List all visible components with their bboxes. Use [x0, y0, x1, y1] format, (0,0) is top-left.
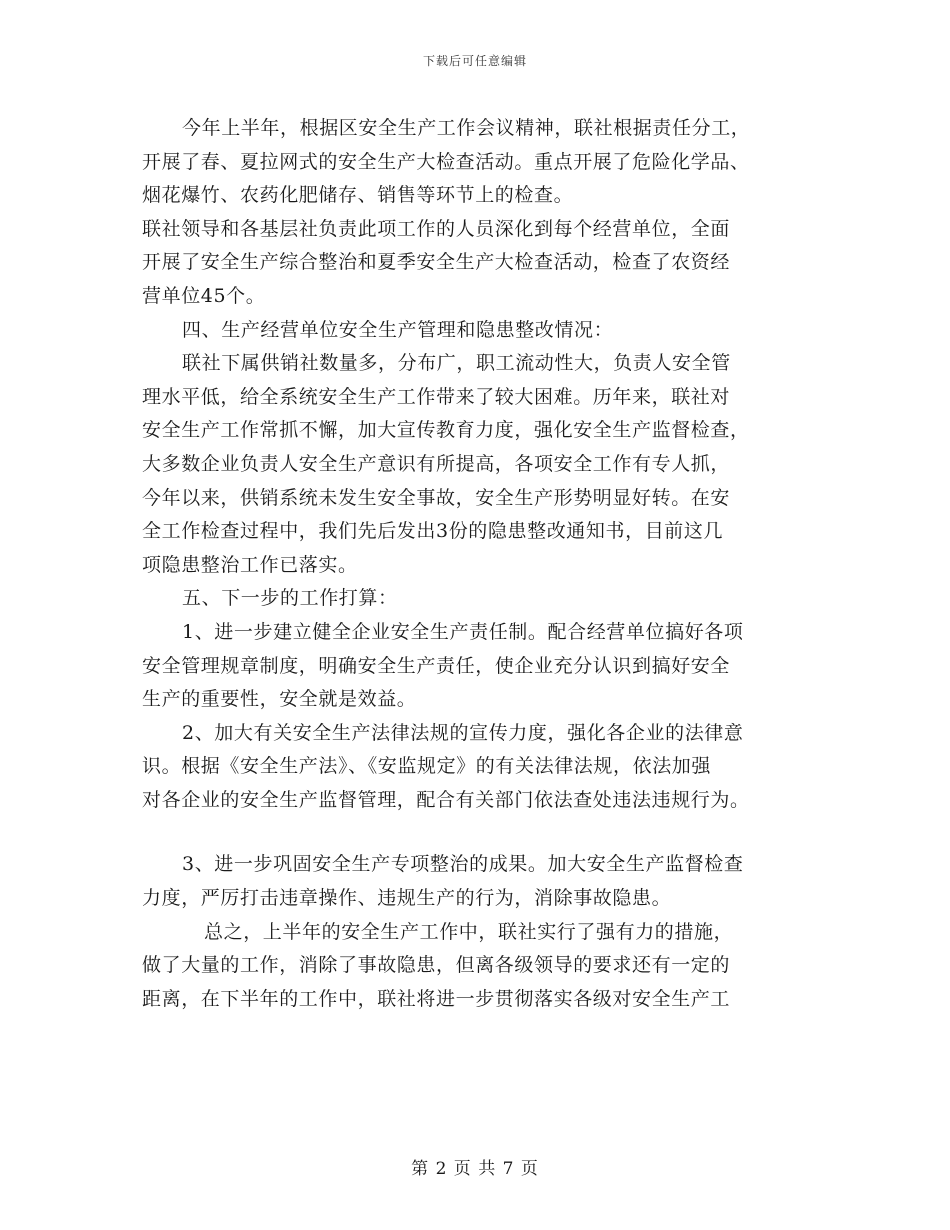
- body-line: 安全生产工作常抓不懈，加大宣传教育力度，强化安全生产监督检查，: [142, 419, 750, 442]
- body-line: 2、加大有关安全生产法律法规的宣传力度，强化各企业的法律意: [182, 721, 744, 744]
- body-line: 做了大量的工作，消除了事故隐患，但离各级领导的要求还有一定的: [142, 954, 731, 977]
- body-line: 生产的重要性，安全就是效益。: [142, 688, 417, 711]
- body-line: 1、进一步建立健全企业安全生产责任制。配合经营单位搞好各项: [182, 620, 744, 643]
- page-number: 第 2 页 共 7 页: [411, 1159, 539, 1179]
- body-line: 力度，严厉打击违章操作、违规生产的行为，消除事故隐患。: [142, 887, 672, 910]
- section-heading: 四、生产经营单位安全生产管理和隐患整改情况：: [182, 318, 614, 341]
- body-line: 烟花爆竹、农药化肥储存、销售等环节上的检查。: [142, 184, 574, 207]
- body-line: 识。根据《安全生产法》、《安监规定》的有关法律法规，依法加强: [142, 755, 712, 778]
- section-heading: 五、下一步的工作打算：: [182, 587, 398, 610]
- body-line: 理水平低，给全系统安全生产工作带来了较大困难。历年来，联社对: [142, 385, 731, 408]
- body-line: 对各企业的安全生产监督管理，配合有关部门依法查处违法违规行为。: [142, 788, 750, 811]
- page-header: 下载后可任意编辑: [422, 54, 527, 68]
- body-line: 全工作检查过程中，我们先后发出3份的隐患整改通知书，目前这几: [142, 520, 724, 543]
- body-line: 项隐患整治工作已落实。: [142, 553, 358, 576]
- body-line: 安全管理规章制度，明确安全生产责任，使企业充分认识到搞好安全: [142, 654, 731, 677]
- body-line: 开展了安全生产综合整治和夏季安全生产大检查活动，检查了农资经: [142, 251, 731, 274]
- body-line: 联社领导和各基层社负责此项工作的人员深化到每个经营单位，全面: [142, 217, 731, 240]
- body-line: 联社下属供销社数量多，分布广，职工流动性大，负责人安全管: [182, 352, 731, 375]
- paragraph-gap: [142, 817, 810, 848]
- body-line: 营单位45个。: [142, 284, 266, 307]
- body-line: 大多数企业负责人安全生产意识有所提高，各项安全工作有专人抓，: [142, 452, 731, 475]
- body-line: 距离，在下半年的工作中，联社将进一步贯彻落实各级对安全生产工: [142, 987, 731, 1010]
- body-line: 3、进一步巩固安全生产专项整治的成果。加大安全生产监督检查: [182, 853, 744, 876]
- body-line: 今年上半年，根据区安全生产工作会议精神，联社根据责任分工，: [182, 117, 751, 139]
- body-line: 总之，上半年的安全生产工作中，联社实行了强有力的措施，: [204, 920, 734, 943]
- document-body: [142, 112, 810, 1016]
- body-line: 今年以来，供销系统未发生安全事故，安全生产形势明显好转。在安: [142, 486, 731, 509]
- body-line: 开展了春、夏拉网式的安全生产大检查活动。重点开展了危险化学品、: [142, 150, 750, 173]
